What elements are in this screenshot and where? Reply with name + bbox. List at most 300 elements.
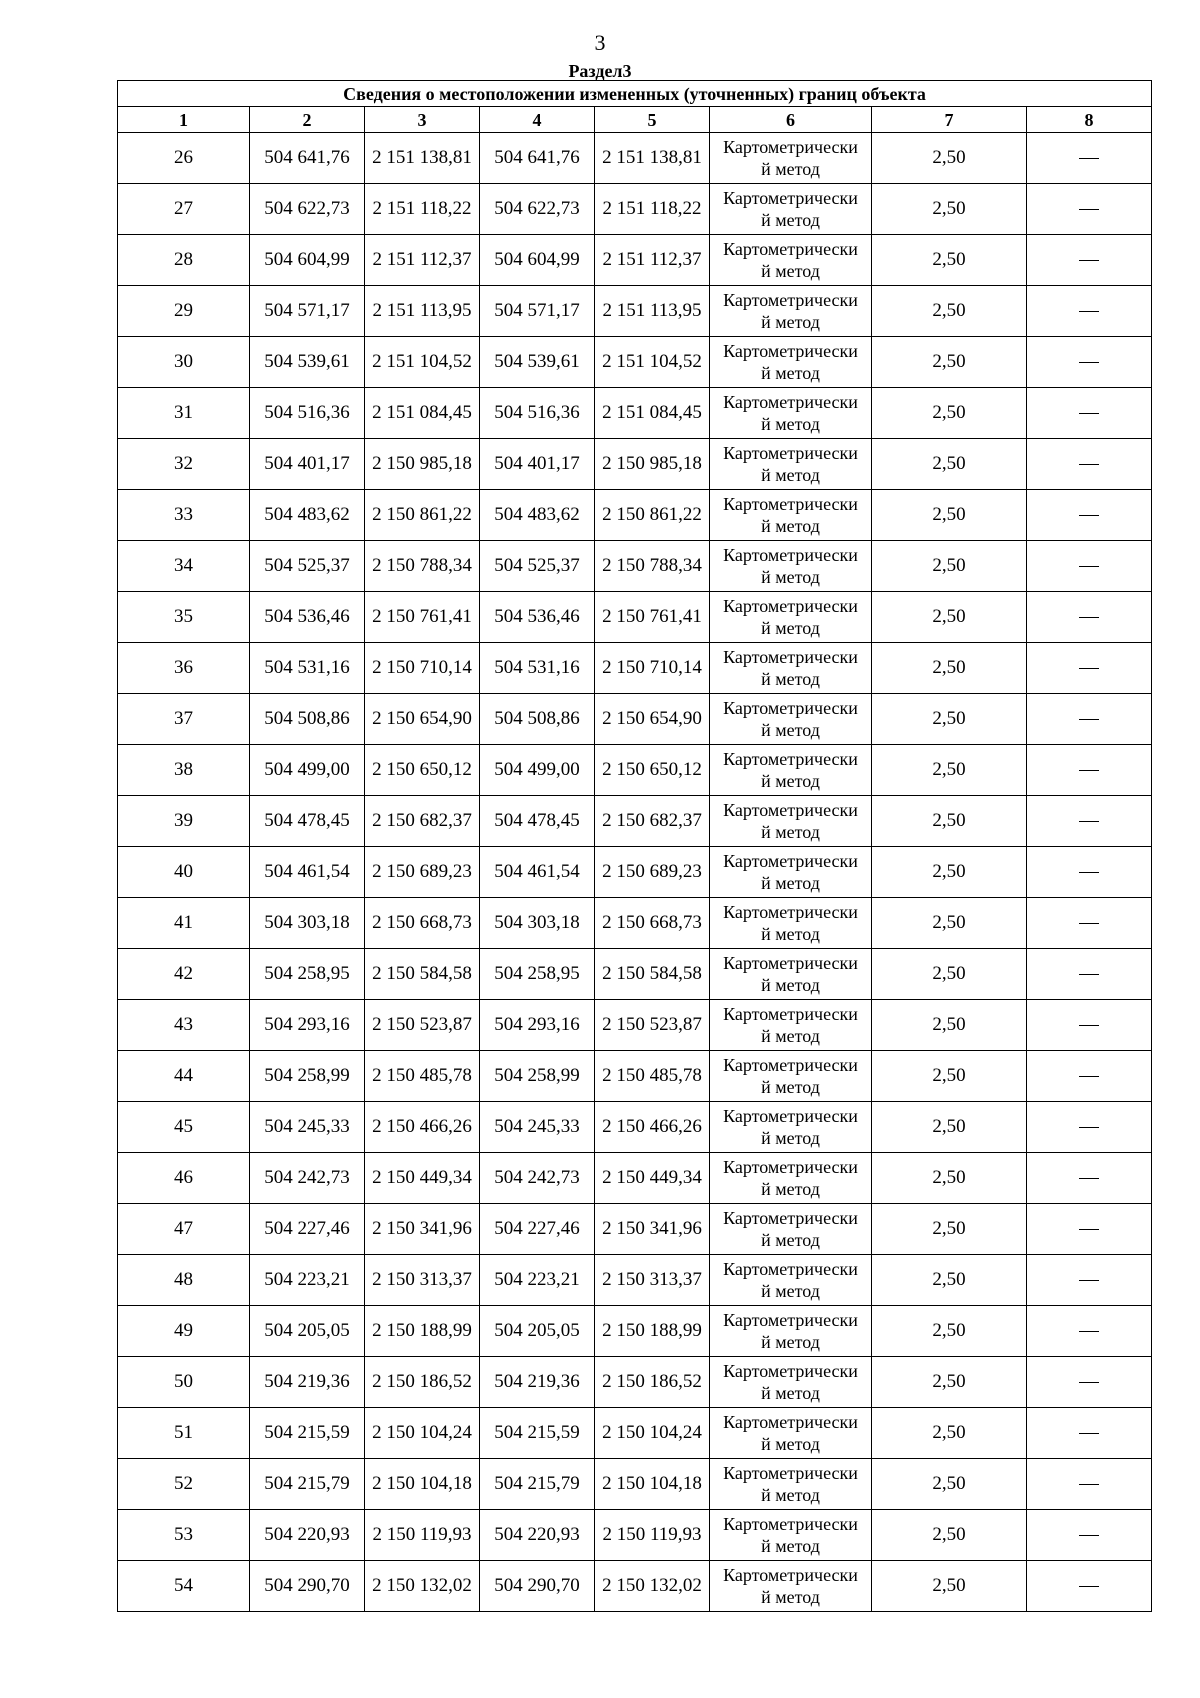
precision-cell: 2,50 bbox=[872, 337, 1027, 388]
method-cell bbox=[710, 133, 872, 184]
precision-cell: 2,50 bbox=[872, 439, 1027, 490]
point-number-cell: 26 bbox=[118, 133, 250, 184]
x-new-cell: 504 461,54 bbox=[480, 847, 595, 898]
empty-dash bbox=[1079, 1178, 1099, 1179]
table-row bbox=[118, 1102, 1152, 1153]
y-new-cell: 2 150 650,12 bbox=[595, 745, 710, 796]
table-row bbox=[118, 541, 1152, 592]
precision-cell: 2,50 bbox=[872, 694, 1027, 745]
method-text-line-2: й метод bbox=[761, 261, 820, 281]
table-row bbox=[118, 1306, 1152, 1357]
x-existing-cell: 504 478,45 bbox=[250, 796, 365, 847]
x-new-cell: 504 516,36 bbox=[480, 388, 595, 439]
x-new-cell: 504 622,73 bbox=[480, 184, 595, 235]
method-cell bbox=[710, 286, 872, 337]
x-existing-cell: 504 622,73 bbox=[250, 184, 365, 235]
description-cell bbox=[1027, 1459, 1152, 1510]
x-new-cell: 504 571,17 bbox=[480, 286, 595, 337]
method-text-line-1: Картометрически bbox=[723, 1514, 858, 1534]
method-text-line-1: Картометрически bbox=[723, 443, 858, 463]
method-cell bbox=[710, 490, 872, 541]
x-existing-cell: 504 571,17 bbox=[250, 286, 365, 337]
x-new-cell: 504 539,61 bbox=[480, 337, 595, 388]
precision-cell: 2,50 bbox=[872, 745, 1027, 796]
y-new-cell: 2 150 788,34 bbox=[595, 541, 710, 592]
precision-cell: 2,50 bbox=[872, 1459, 1027, 1510]
table-row bbox=[118, 1510, 1152, 1561]
empty-dash bbox=[1079, 719, 1099, 720]
description-cell bbox=[1027, 592, 1152, 643]
table-row bbox=[118, 796, 1152, 847]
method-text-line-1: Картометрически bbox=[723, 1310, 858, 1330]
method-text-line-2: й метод bbox=[761, 975, 820, 995]
y-existing-cell: 2 150 985,18 bbox=[365, 439, 480, 490]
x-existing-cell: 504 508,86 bbox=[250, 694, 365, 745]
empty-dash bbox=[1079, 1484, 1099, 1485]
method-text-line-2: й метод bbox=[761, 1383, 820, 1403]
y-existing-cell: 2 150 654,90 bbox=[365, 694, 480, 745]
x-existing-cell: 504 531,16 bbox=[250, 643, 365, 694]
precision-cell: 2,50 bbox=[872, 949, 1027, 1000]
method-text-line-1: Картометрически bbox=[723, 1208, 858, 1228]
y-existing-cell: 2 151 118,22 bbox=[365, 184, 480, 235]
point-number-cell: 48 bbox=[118, 1255, 250, 1306]
table-row bbox=[118, 847, 1152, 898]
table-caption: Сведения о местоположении измененных (уточненных) границ объекта bbox=[118, 81, 1152, 107]
method-text-line-2: й метод bbox=[761, 1128, 820, 1148]
table-row bbox=[118, 1000, 1152, 1051]
point-number-cell: 34 bbox=[118, 541, 250, 592]
empty-dash bbox=[1079, 209, 1099, 210]
description-cell bbox=[1027, 133, 1152, 184]
method-text-line-2: й метод bbox=[761, 1485, 820, 1505]
description-cell bbox=[1027, 949, 1152, 1000]
table-row bbox=[118, 643, 1152, 694]
table-row bbox=[118, 337, 1152, 388]
method-text-line-2: й метод bbox=[761, 363, 820, 383]
x-new-cell: 504 499,00 bbox=[480, 745, 595, 796]
point-number-cell: 32 bbox=[118, 439, 250, 490]
method-cell bbox=[710, 1102, 872, 1153]
column-number-row bbox=[118, 107, 1152, 133]
empty-dash bbox=[1079, 974, 1099, 975]
precision-cell: 2,50 bbox=[872, 898, 1027, 949]
description-cell bbox=[1027, 439, 1152, 490]
x-existing-cell: 504 245,33 bbox=[250, 1102, 365, 1153]
description-cell bbox=[1027, 337, 1152, 388]
x-existing-cell: 504 219,36 bbox=[250, 1357, 365, 1408]
y-new-cell: 2 150 449,34 bbox=[595, 1153, 710, 1204]
point-number-cell: 51 bbox=[118, 1408, 250, 1459]
y-new-cell: 2 150 584,58 bbox=[595, 949, 710, 1000]
method-text-line-1: Картометрически bbox=[723, 494, 858, 514]
x-new-cell: 504 604,99 bbox=[480, 235, 595, 286]
method-cell bbox=[710, 745, 872, 796]
method-text-line-1: Картометрически bbox=[723, 341, 858, 361]
method-cell bbox=[710, 694, 872, 745]
x-existing-cell: 504 461,54 bbox=[250, 847, 365, 898]
x-existing-cell: 504 604,99 bbox=[250, 235, 365, 286]
y-new-cell: 2 151 113,95 bbox=[595, 286, 710, 337]
y-existing-cell: 2 150 584,58 bbox=[365, 949, 480, 1000]
x-existing-cell: 504 293,16 bbox=[250, 1000, 365, 1051]
x-existing-cell: 504 258,95 bbox=[250, 949, 365, 1000]
y-existing-cell: 2 150 761,41 bbox=[365, 592, 480, 643]
description-cell bbox=[1027, 1102, 1152, 1153]
y-new-cell: 2 150 466,26 bbox=[595, 1102, 710, 1153]
precision-cell: 2,50 bbox=[872, 1204, 1027, 1255]
y-existing-cell: 2 151 138,81 bbox=[365, 133, 480, 184]
method-text-line-2: й метод bbox=[761, 822, 820, 842]
y-existing-cell: 2 151 113,95 bbox=[365, 286, 480, 337]
table-row bbox=[118, 1153, 1152, 1204]
y-new-cell: 2 150 341,96 bbox=[595, 1204, 710, 1255]
y-new-cell: 2 151 112,37 bbox=[595, 235, 710, 286]
method-text-line-1: Картометрически bbox=[723, 1565, 858, 1585]
point-number-cell: 44 bbox=[118, 1051, 250, 1102]
y-existing-cell: 2 150 788,34 bbox=[365, 541, 480, 592]
method-cell bbox=[710, 592, 872, 643]
precision-cell: 2,50 bbox=[872, 1561, 1027, 1612]
x-new-cell: 504 215,79 bbox=[480, 1459, 595, 1510]
table-row bbox=[118, 184, 1152, 235]
x-new-cell: 504 478,45 bbox=[480, 796, 595, 847]
description-cell bbox=[1027, 898, 1152, 949]
y-new-cell: 2 150 188,99 bbox=[595, 1306, 710, 1357]
method-text-line-1: Картометрически bbox=[723, 1361, 858, 1381]
method-text-line-2: й метод bbox=[761, 567, 820, 587]
method-text-line-1: Картометрически bbox=[723, 1259, 858, 1279]
description-cell bbox=[1027, 1357, 1152, 1408]
x-new-cell: 504 215,59 bbox=[480, 1408, 595, 1459]
method-text-line-1: Картометрически bbox=[723, 596, 858, 616]
point-number-cell: 37 bbox=[118, 694, 250, 745]
y-existing-cell: 2 150 668,73 bbox=[365, 898, 480, 949]
method-text-line-1: Картометрически bbox=[723, 239, 858, 259]
x-new-cell: 504 242,73 bbox=[480, 1153, 595, 1204]
description-cell bbox=[1027, 1510, 1152, 1561]
description-cell bbox=[1027, 694, 1152, 745]
method-text-line-1: Картометрически bbox=[723, 851, 858, 871]
x-existing-cell: 504 227,46 bbox=[250, 1204, 365, 1255]
point-number-cell: 40 bbox=[118, 847, 250, 898]
x-new-cell: 504 220,93 bbox=[480, 1510, 595, 1561]
y-new-cell: 2 150 119,93 bbox=[595, 1510, 710, 1561]
column-number-7: 7 bbox=[872, 107, 1027, 133]
page-number: 3 bbox=[594, 30, 606, 55]
method-text-line-2: й метод bbox=[761, 1077, 820, 1097]
method-text-line-1: Картометрически bbox=[723, 1004, 858, 1024]
point-number-cell: 27 bbox=[118, 184, 250, 235]
y-new-cell: 2 150 985,18 bbox=[595, 439, 710, 490]
precision-cell: 2,50 bbox=[872, 1000, 1027, 1051]
table-row bbox=[118, 898, 1152, 949]
x-new-cell: 504 293,16 bbox=[480, 1000, 595, 1051]
method-cell bbox=[710, 898, 872, 949]
column-number-1: 1 bbox=[118, 107, 250, 133]
y-new-cell: 2 150 668,73 bbox=[595, 898, 710, 949]
column-number-5: 5 bbox=[595, 107, 710, 133]
point-number-cell: 50 bbox=[118, 1357, 250, 1408]
point-number-cell: 46 bbox=[118, 1153, 250, 1204]
method-cell bbox=[710, 1459, 872, 1510]
method-text-line-1: Картометрически bbox=[723, 137, 858, 157]
method-cell bbox=[710, 1051, 872, 1102]
precision-cell: 2,50 bbox=[872, 847, 1027, 898]
method-text-line-1: Картометрически bbox=[723, 902, 858, 922]
method-text-line-1: Картометрически bbox=[723, 1106, 858, 1126]
empty-dash bbox=[1079, 872, 1099, 873]
x-new-cell: 504 536,46 bbox=[480, 592, 595, 643]
description-cell bbox=[1027, 1306, 1152, 1357]
column-number-6: 6 bbox=[710, 107, 872, 133]
method-text-line-2: й метод bbox=[761, 1587, 820, 1607]
precision-cell: 2,50 bbox=[872, 1306, 1027, 1357]
table-row bbox=[118, 694, 1152, 745]
y-existing-cell: 2 150 485,78 bbox=[365, 1051, 480, 1102]
y-existing-cell: 2 151 084,45 bbox=[365, 388, 480, 439]
method-text-line-2: й метод bbox=[761, 1434, 820, 1454]
method-text-line-2: й метод bbox=[761, 1332, 820, 1352]
empty-dash bbox=[1079, 362, 1099, 363]
method-text-line-2: й метод bbox=[761, 1026, 820, 1046]
description-cell bbox=[1027, 1153, 1152, 1204]
precision-cell: 2,50 bbox=[872, 1255, 1027, 1306]
table-row bbox=[118, 388, 1152, 439]
empty-dash bbox=[1079, 158, 1099, 159]
x-existing-cell: 504 215,59 bbox=[250, 1408, 365, 1459]
method-text-line-2: й метод bbox=[761, 414, 820, 434]
description-cell bbox=[1027, 796, 1152, 847]
method-cell bbox=[710, 337, 872, 388]
point-number-cell: 36 bbox=[118, 643, 250, 694]
point-number-cell: 52 bbox=[118, 1459, 250, 1510]
y-new-cell: 2 150 104,24 bbox=[595, 1408, 710, 1459]
method-cell bbox=[710, 949, 872, 1000]
y-new-cell: 2 151 104,52 bbox=[595, 337, 710, 388]
point-number-cell: 49 bbox=[118, 1306, 250, 1357]
point-number-cell: 41 bbox=[118, 898, 250, 949]
y-existing-cell: 2 151 104,52 bbox=[365, 337, 480, 388]
method-cell bbox=[710, 235, 872, 286]
precision-cell: 2,50 bbox=[872, 286, 1027, 337]
table-row bbox=[118, 286, 1152, 337]
empty-dash bbox=[1079, 1586, 1099, 1587]
y-new-cell: 2 150 761,41 bbox=[595, 592, 710, 643]
y-new-cell: 2 150 710,14 bbox=[595, 643, 710, 694]
precision-cell: 2,50 bbox=[872, 1051, 1027, 1102]
description-cell bbox=[1027, 541, 1152, 592]
column-number-8: 8 bbox=[1027, 107, 1152, 133]
y-new-cell: 2 150 485,78 bbox=[595, 1051, 710, 1102]
description-cell bbox=[1027, 1051, 1152, 1102]
description-cell bbox=[1027, 1000, 1152, 1051]
x-existing-cell: 504 258,99 bbox=[250, 1051, 365, 1102]
y-existing-cell: 2 150 119,93 bbox=[365, 1510, 480, 1561]
y-existing-cell: 2 150 341,96 bbox=[365, 1204, 480, 1255]
empty-dash bbox=[1079, 1535, 1099, 1536]
empty-dash bbox=[1079, 923, 1099, 924]
method-cell bbox=[710, 847, 872, 898]
method-text-line-2: й метод bbox=[761, 720, 820, 740]
method-cell bbox=[710, 388, 872, 439]
table-row bbox=[118, 1255, 1152, 1306]
method-cell bbox=[710, 1255, 872, 1306]
empty-dash bbox=[1079, 311, 1099, 312]
point-number-cell: 54 bbox=[118, 1561, 250, 1612]
empty-dash bbox=[1079, 1229, 1099, 1230]
x-existing-cell: 504 220,93 bbox=[250, 1510, 365, 1561]
method-text-line-1: Картометрически bbox=[723, 290, 858, 310]
coordinates-table bbox=[117, 80, 1152, 1612]
method-cell bbox=[710, 541, 872, 592]
method-cell bbox=[710, 1306, 872, 1357]
empty-dash bbox=[1079, 1280, 1099, 1281]
method-cell bbox=[710, 643, 872, 694]
empty-dash bbox=[1079, 260, 1099, 261]
precision-cell: 2,50 bbox=[872, 592, 1027, 643]
precision-cell: 2,50 bbox=[872, 1357, 1027, 1408]
empty-dash bbox=[1079, 1076, 1099, 1077]
description-cell bbox=[1027, 745, 1152, 796]
x-existing-cell: 504 242,73 bbox=[250, 1153, 365, 1204]
method-text-line-2: й метод bbox=[761, 1179, 820, 1199]
point-number-cell: 31 bbox=[118, 388, 250, 439]
point-number-cell: 38 bbox=[118, 745, 250, 796]
method-text-line-1: Картометрически bbox=[723, 953, 858, 973]
point-number-cell: 33 bbox=[118, 490, 250, 541]
y-existing-cell: 2 150 104,24 bbox=[365, 1408, 480, 1459]
empty-dash bbox=[1079, 1382, 1099, 1383]
description-cell bbox=[1027, 847, 1152, 898]
y-existing-cell: 2 151 112,37 bbox=[365, 235, 480, 286]
method-text-line-2: й метод bbox=[761, 1281, 820, 1301]
point-number-cell: 45 bbox=[118, 1102, 250, 1153]
point-number-cell: 47 bbox=[118, 1204, 250, 1255]
x-existing-cell: 504 539,61 bbox=[250, 337, 365, 388]
x-new-cell: 504 401,17 bbox=[480, 439, 595, 490]
table-row bbox=[118, 1051, 1152, 1102]
y-new-cell: 2 150 689,23 bbox=[595, 847, 710, 898]
description-cell bbox=[1027, 1204, 1152, 1255]
precision-cell: 2,50 bbox=[872, 541, 1027, 592]
y-new-cell: 2 150 313,37 bbox=[595, 1255, 710, 1306]
empty-dash bbox=[1079, 1331, 1099, 1332]
point-number-cell: 43 bbox=[118, 1000, 250, 1051]
method-text-line-1: Картометрически bbox=[723, 1412, 858, 1432]
x-existing-cell: 504 205,05 bbox=[250, 1306, 365, 1357]
point-number-cell: 35 bbox=[118, 592, 250, 643]
method-text-line-1: Картометрически bbox=[723, 749, 858, 769]
point-number-cell: 28 bbox=[118, 235, 250, 286]
precision-cell: 2,50 bbox=[872, 133, 1027, 184]
description-cell bbox=[1027, 1255, 1152, 1306]
x-new-cell: 504 227,46 bbox=[480, 1204, 595, 1255]
method-text-line-2: й метод bbox=[761, 465, 820, 485]
precision-cell: 2,50 bbox=[872, 1102, 1027, 1153]
empty-dash bbox=[1079, 413, 1099, 414]
method-cell bbox=[710, 796, 872, 847]
y-existing-cell: 2 150 710,14 bbox=[365, 643, 480, 694]
method-cell bbox=[710, 1357, 872, 1408]
y-new-cell: 2 151 084,45 bbox=[595, 388, 710, 439]
y-existing-cell: 2 150 132,02 bbox=[365, 1561, 480, 1612]
precision-cell: 2,50 bbox=[872, 235, 1027, 286]
table-row bbox=[118, 439, 1152, 490]
column-number-4: 4 bbox=[480, 107, 595, 133]
table-row bbox=[118, 592, 1152, 643]
empty-dash bbox=[1079, 617, 1099, 618]
x-existing-cell: 504 499,00 bbox=[250, 745, 365, 796]
y-existing-cell: 2 150 186,52 bbox=[365, 1357, 480, 1408]
y-new-cell: 2 151 138,81 bbox=[595, 133, 710, 184]
x-new-cell: 504 290,70 bbox=[480, 1561, 595, 1612]
method-cell bbox=[710, 184, 872, 235]
x-existing-cell: 504 303,18 bbox=[250, 898, 365, 949]
method-cell bbox=[710, 1000, 872, 1051]
method-cell bbox=[710, 1153, 872, 1204]
x-existing-cell: 504 223,21 bbox=[250, 1255, 365, 1306]
x-existing-cell: 504 536,46 bbox=[250, 592, 365, 643]
y-existing-cell: 2 150 682,37 bbox=[365, 796, 480, 847]
precision-cell: 2,50 bbox=[872, 184, 1027, 235]
description-cell bbox=[1027, 184, 1152, 235]
method-text-line-1: Картометрически bbox=[723, 800, 858, 820]
y-existing-cell: 2 150 650,12 bbox=[365, 745, 480, 796]
x-existing-cell: 504 215,79 bbox=[250, 1459, 365, 1510]
method-text-line-2: й метод bbox=[761, 669, 820, 689]
x-new-cell: 504 531,16 bbox=[480, 643, 595, 694]
method-cell bbox=[710, 439, 872, 490]
method-text-line-2: й метод bbox=[761, 1230, 820, 1250]
precision-cell: 2,50 bbox=[872, 643, 1027, 694]
description-cell bbox=[1027, 643, 1152, 694]
x-existing-cell: 504 290,70 bbox=[250, 1561, 365, 1612]
y-existing-cell: 2 150 104,18 bbox=[365, 1459, 480, 1510]
precision-cell: 2,50 bbox=[872, 1408, 1027, 1459]
empty-dash bbox=[1079, 515, 1099, 516]
method-text-line-2: й метод bbox=[761, 873, 820, 893]
x-new-cell: 504 245,33 bbox=[480, 1102, 595, 1153]
y-new-cell: 2 150 104,18 bbox=[595, 1459, 710, 1510]
method-text-line-2: й метод bbox=[761, 771, 820, 791]
x-new-cell: 504 219,36 bbox=[480, 1357, 595, 1408]
table-row bbox=[118, 133, 1152, 184]
x-new-cell: 504 508,86 bbox=[480, 694, 595, 745]
method-text-line-2: й метод bbox=[761, 1536, 820, 1556]
method-cell bbox=[710, 1561, 872, 1612]
method-text-line-1: Картометрически bbox=[723, 392, 858, 412]
y-existing-cell: 2 150 188,99 bbox=[365, 1306, 480, 1357]
empty-dash bbox=[1079, 464, 1099, 465]
table-row bbox=[118, 1561, 1152, 1612]
method-cell bbox=[710, 1408, 872, 1459]
y-new-cell: 2 151 118,22 bbox=[595, 184, 710, 235]
section-title: Раздел3 bbox=[568, 61, 632, 81]
x-new-cell: 504 258,99 bbox=[480, 1051, 595, 1102]
y-new-cell: 2 150 523,87 bbox=[595, 1000, 710, 1051]
method-text-line-1: Картометрически bbox=[723, 545, 858, 565]
table-row bbox=[118, 1204, 1152, 1255]
x-new-cell: 504 303,18 bbox=[480, 898, 595, 949]
method-text-line-2: й метод bbox=[761, 924, 820, 944]
method-text-line-1: Картометрически bbox=[723, 698, 858, 718]
y-existing-cell: 2 150 861,22 bbox=[365, 490, 480, 541]
description-cell bbox=[1027, 490, 1152, 541]
empty-dash bbox=[1079, 821, 1099, 822]
point-number-cell: 42 bbox=[118, 949, 250, 1000]
x-existing-cell: 504 401,17 bbox=[250, 439, 365, 490]
